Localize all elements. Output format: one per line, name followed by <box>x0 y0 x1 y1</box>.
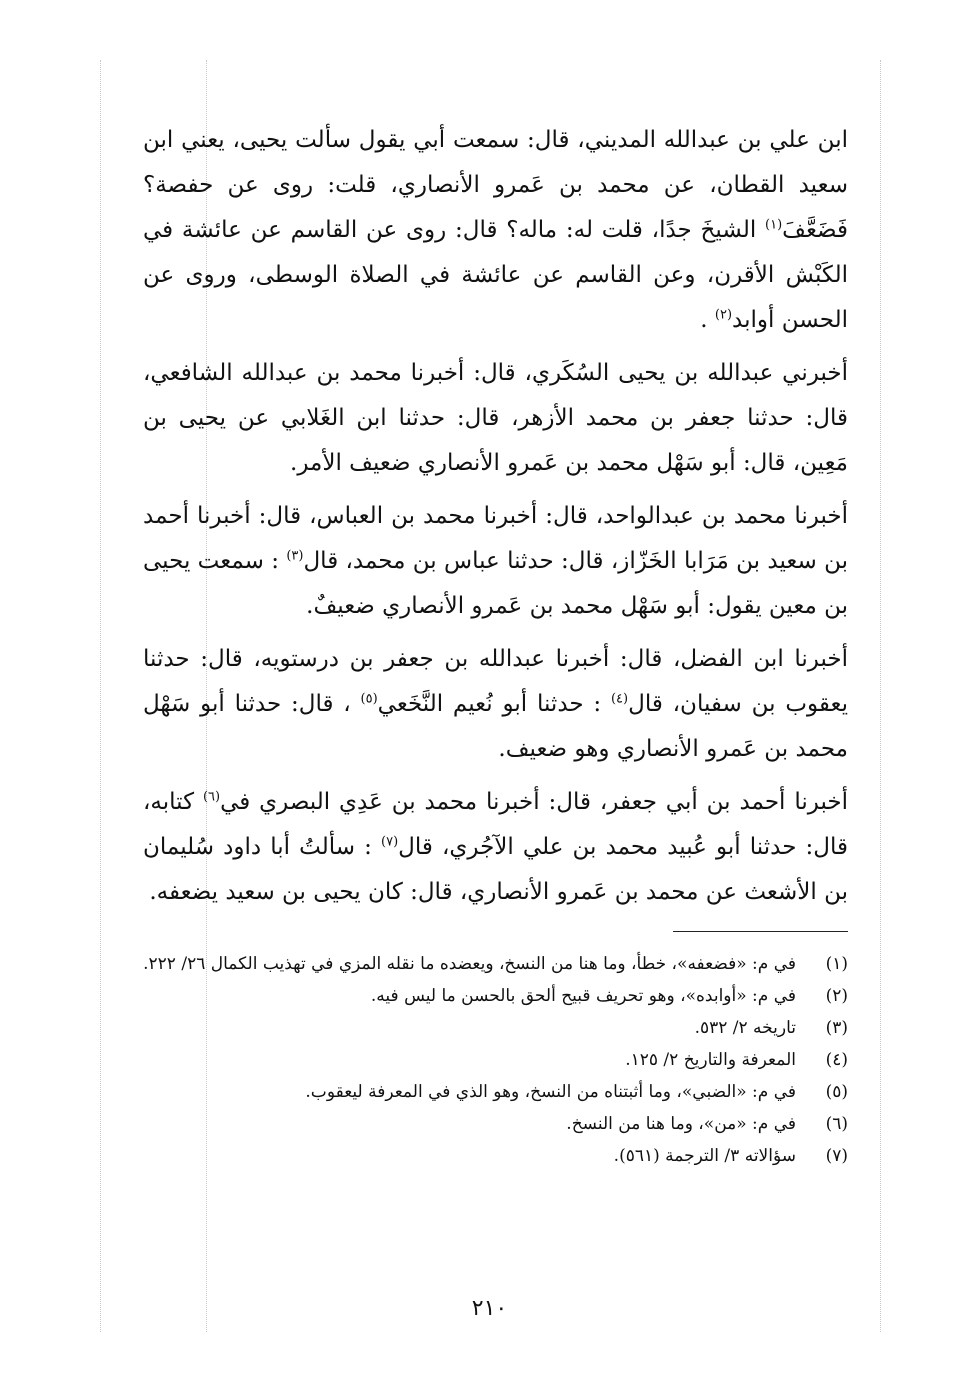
paragraph-text: : حدثنا أبو نُعيم النَّخَعي <box>377 691 611 717</box>
paragraph <box>143 351 848 486</box>
footnote-number: (٢) <box>825 986 848 1006</box>
paragraph-text: كتابه، قال: حدثنا أبو عُبيد محمد بن علي الآجُري، قال <box>143 789 849 860</box>
paragraph-text: أخبرنا أحمد بن أبي جعفر، قال: أخبرنا محمد بن عَدِي البصري في <box>220 789 848 815</box>
footnote-text: تاريخه ٢/ ٥٣٢. <box>694 1018 796 1038</box>
footnote-text: في م: «فضعفه»، خطأ، وما هنا من النسخ، ويعضده ما نقله المزي في تهذيب الكمال ٢٦/ ٢٢٢. <box>143 954 796 974</box>
footnote-marker: (٦) <box>202 789 221 805</box>
footnote-marker: (٤) <box>610 691 629 707</box>
footnote-number: (٣) <box>825 1018 848 1038</box>
paragraph-text: ، قال: حدثنا أبو سَهْل محمد بن عَمرو الأنصاري وهو ضعيف. <box>143 691 848 762</box>
footnote-item <box>143 1078 848 1107</box>
page-number: ٢١٠ <box>471 1296 508 1321</box>
footnote-number: (٥) <box>825 1082 848 1102</box>
paragraph-text: الشيخَ جدًا، قلت له: ماله؟ قال: روى عن القاسم عن عائشة في الكَبْش الأقرن، وعن القاسم عن عائشة في الصلاة الوسطى، وروى عن الحسن أوابد <box>143 217 848 333</box>
footnote-text: في م: «من»، وما هنا من النسخ. <box>566 1114 796 1134</box>
paragraph <box>143 118 848 343</box>
paragraph-text: أخبرنا ابن الفضل، قال: أخبرنا عبدالله بن جعفر بن درستويه، قال: حدثنا يعقوب بن سفيان، قال <box>143 646 848 717</box>
paragraph-text: . <box>700 307 715 333</box>
paragraph <box>143 494 848 629</box>
footnote-marker: (٣) <box>286 548 304 564</box>
footnote-text: المعرفة والتاريخ ٢/ ١٢٥. <box>625 1050 796 1070</box>
footnote-number: (٦) <box>825 1114 848 1134</box>
scan-artifact-line <box>880 60 881 1332</box>
footnote-marker: (٢) <box>714 307 733 323</box>
footnote-text: في م: «الضبي»، وما أثبتناه من النسخ، وهو الذي في المعرفة ليعقوب. <box>305 1082 796 1102</box>
footnote-number: (٤) <box>825 1050 848 1070</box>
paragraph-text: أخبرنا محمد بن عبدالواحد، قال: أخبرنا محمد بن العباس، قال: أخبرنا أحمد بن سعيد بن مَرَابا الخَزّاز، قال: حدثنا عباس بن محمد، قال <box>143 503 848 574</box>
footnote-number: (١) <box>825 954 848 974</box>
paragraph-text: ابن علي بن عبدالله المديني، قال: سمعت أبي يقول سألت يحيى، يعني ابن سعيد القطان، عن محمد بن عَمرو الأنصاري، قلت: روى عن حفصة؟ فَضَعَّفَ <box>143 127 848 243</box>
footnote-item <box>143 1110 848 1139</box>
footnote-item <box>143 950 848 979</box>
footnote-item <box>143 1046 848 1075</box>
scan-artifact-line <box>100 60 101 1332</box>
footnote-separator <box>673 931 848 932</box>
main-text <box>143 118 848 923</box>
footnote-number: (٧) <box>825 1146 848 1166</box>
paragraph-text: : سألتُ أبا داود سُليمان بن الأشعث عن محمد بن عَمرو الأنصاري، قال: كان يحيى بن سعيد يضعفه. <box>143 834 848 905</box>
footnote-text: في م: «أوابده»، وهو تحريف قبيح ألحق بالحسن ما ليس فيه. <box>370 986 796 1006</box>
paragraph <box>143 637 848 772</box>
footnote-item <box>143 982 848 1011</box>
paragraph <box>143 780 848 915</box>
footnotes <box>143 950 848 1174</box>
footnote-item <box>143 1142 848 1171</box>
footnote-text: سؤالاته ٣/ الترجمة (٥٦١). <box>613 1146 796 1166</box>
paragraph-text: : سمعت يحيى بن معين يقول: أبو سَهْل محمد بن عَمرو الأنصاري ضعيفٌ. <box>143 548 848 619</box>
footnote-marker: (١) <box>765 217 783 233</box>
footnote-item <box>143 1014 848 1043</box>
paragraph-text: أخبرني عبدالله بن يحيى السُكَري، قال: أخبرنا محمد بن عبدالله الشافعي، قال: حدثنا جعفر بن محمد الأزهر، قال: حدثنا ابن الغَلابي عن يحيى بن مَعِين، قال: أبو سَهْل محمد بن عَمرو الأنصاري ضعيف الأمر. <box>143 360 848 476</box>
footnote-marker: (٧) <box>381 834 399 850</box>
footnote-marker: (٥) <box>360 691 378 707</box>
